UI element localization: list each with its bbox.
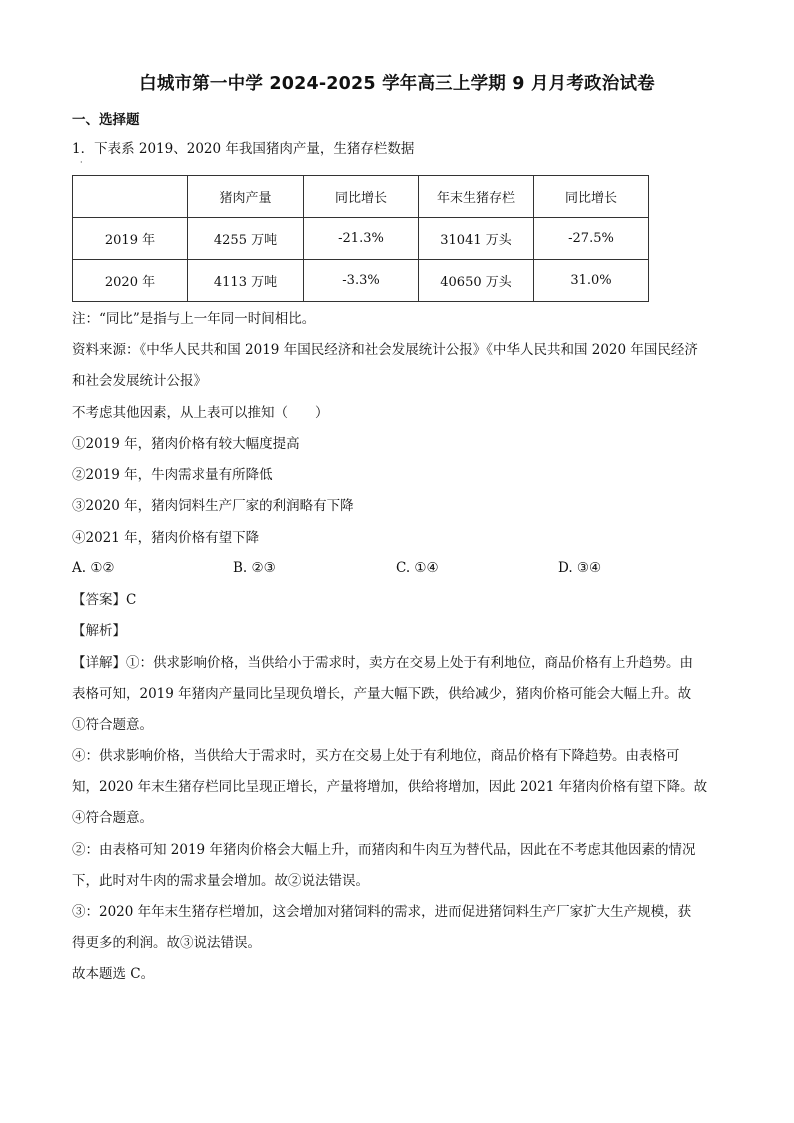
source-line-2: 和社会发展统计公报》 — [72, 373, 207, 389]
section-heading: 一、选择题 — [72, 112, 140, 128]
table-cell: -3.3% — [304, 260, 419, 302]
answer-label: 【答案】 — [72, 592, 126, 608]
option-a: A. ①② — [72, 560, 115, 576]
statement-4: ④2021 年，猪肉价格有望下降 — [72, 530, 260, 546]
table-cell: 2019 年 — [73, 218, 188, 260]
table-cell: -21.3% — [304, 218, 419, 260]
analysis-line: ④符合题意。 — [72, 810, 153, 826]
statement-3: ③2020 年，猪肉饲料生产厂家的利润略有下降 — [72, 498, 354, 514]
table-cell: -27.5% — [534, 218, 649, 260]
answer-line — [72, 590, 136, 610]
analysis-label: 【解析】 — [72, 623, 126, 639]
table-cell: 4113 万吨 — [188, 260, 304, 302]
table-cell: 31041 万头 — [419, 218, 534, 260]
table-header-cell: 猪肉产量 — [188, 176, 304, 218]
analysis-line: 下，此时对牛肉的需求量会增加。故②说法错误。 — [72, 873, 369, 889]
analysis-line: ②：由表格可知 2019 年猪肉价格会大幅上升，而猪肉和牛肉互为替代品，因此在不考虑其他因素的情况 — [72, 842, 696, 858]
statement-1: ①2019 年，猪肉价格有较大幅度提高 — [72, 436, 300, 452]
answer-value: C — [126, 592, 137, 608]
analysis-line: 知，2020 年末生猪存栏同比呈现正增长，产量将增加，供给将增加，因此 2021 年猪肉价格有望下降。故 — [72, 779, 708, 795]
page-title: 白城市第一中学 2024-2025 学年高三上学期 9 月月考政治试卷 — [139, 74, 655, 94]
analysis-line: 【详解】①：供求影响价格，当供给小于需求时，卖方在交易上处于有利地位，商品价格有上升趋势。由 — [72, 655, 693, 671]
table-note: 注：“同比”是指与上一年同一时间相比。 — [72, 311, 316, 327]
analysis-line: 得更多的利润。故③说法错误。 — [72, 935, 261, 951]
question-stem: 1．下表系 2019、2020 年我国猪肉产量，生猪存栏数据 — [72, 141, 415, 157]
table-cell: 31.0% — [534, 260, 649, 302]
option-c: C. ①④ — [396, 560, 439, 576]
option-b: B. ②③ — [233, 560, 276, 576]
question-prompt: 不考虑其他因素，从上表可以推知（ ） — [72, 405, 329, 421]
option-d: D. ③④ — [558, 560, 602, 576]
source-line-1: 资料来源：《中华人民共和国 2019 年国民经济和社会发展统计公报》《中华人民共和国 2020 年国民经济 — [72, 342, 698, 358]
analysis-conclusion: 故本题选 C。 — [72, 966, 155, 982]
table-header-row — [73, 176, 649, 218]
table-cell: 4255 万吨 — [188, 218, 304, 260]
table-header-cell: 同比增长 — [534, 176, 649, 218]
table-row — [73, 218, 649, 260]
table-row — [73, 260, 649, 302]
stray-dot-mark: · — [80, 158, 83, 167]
statement-2: ②2019 年，牛肉需求量有所降低 — [72, 467, 273, 483]
table-cell: 40650 万头 — [419, 260, 534, 302]
table-header-cell: 年末生猪存栏 — [419, 176, 534, 218]
table-header-cell — [73, 176, 188, 218]
table-header-cell: 同比增长 — [304, 176, 419, 218]
table-cell: 2020 年 — [73, 260, 188, 302]
analysis-line: ①符合题意。 — [72, 717, 153, 733]
data-table — [72, 175, 649, 302]
analysis-line: 表格可知，2019 年猪肉产量同比呈现负增长，产量大幅下跌，供给减少，猪肉价格可能会大幅上升。故 — [72, 686, 692, 702]
analysis-line: ③：2020 年年末生猪存栏增加，这会增加对猪饲料的需求，进而促进猪饲料生产厂家扩大生产规模，获 — [72, 904, 692, 920]
analysis-line: ④：供求影响价格，当供给大于需求时，买方在交易上处于有利地位，商品价格有下降趋势。由表格可 — [72, 748, 680, 764]
